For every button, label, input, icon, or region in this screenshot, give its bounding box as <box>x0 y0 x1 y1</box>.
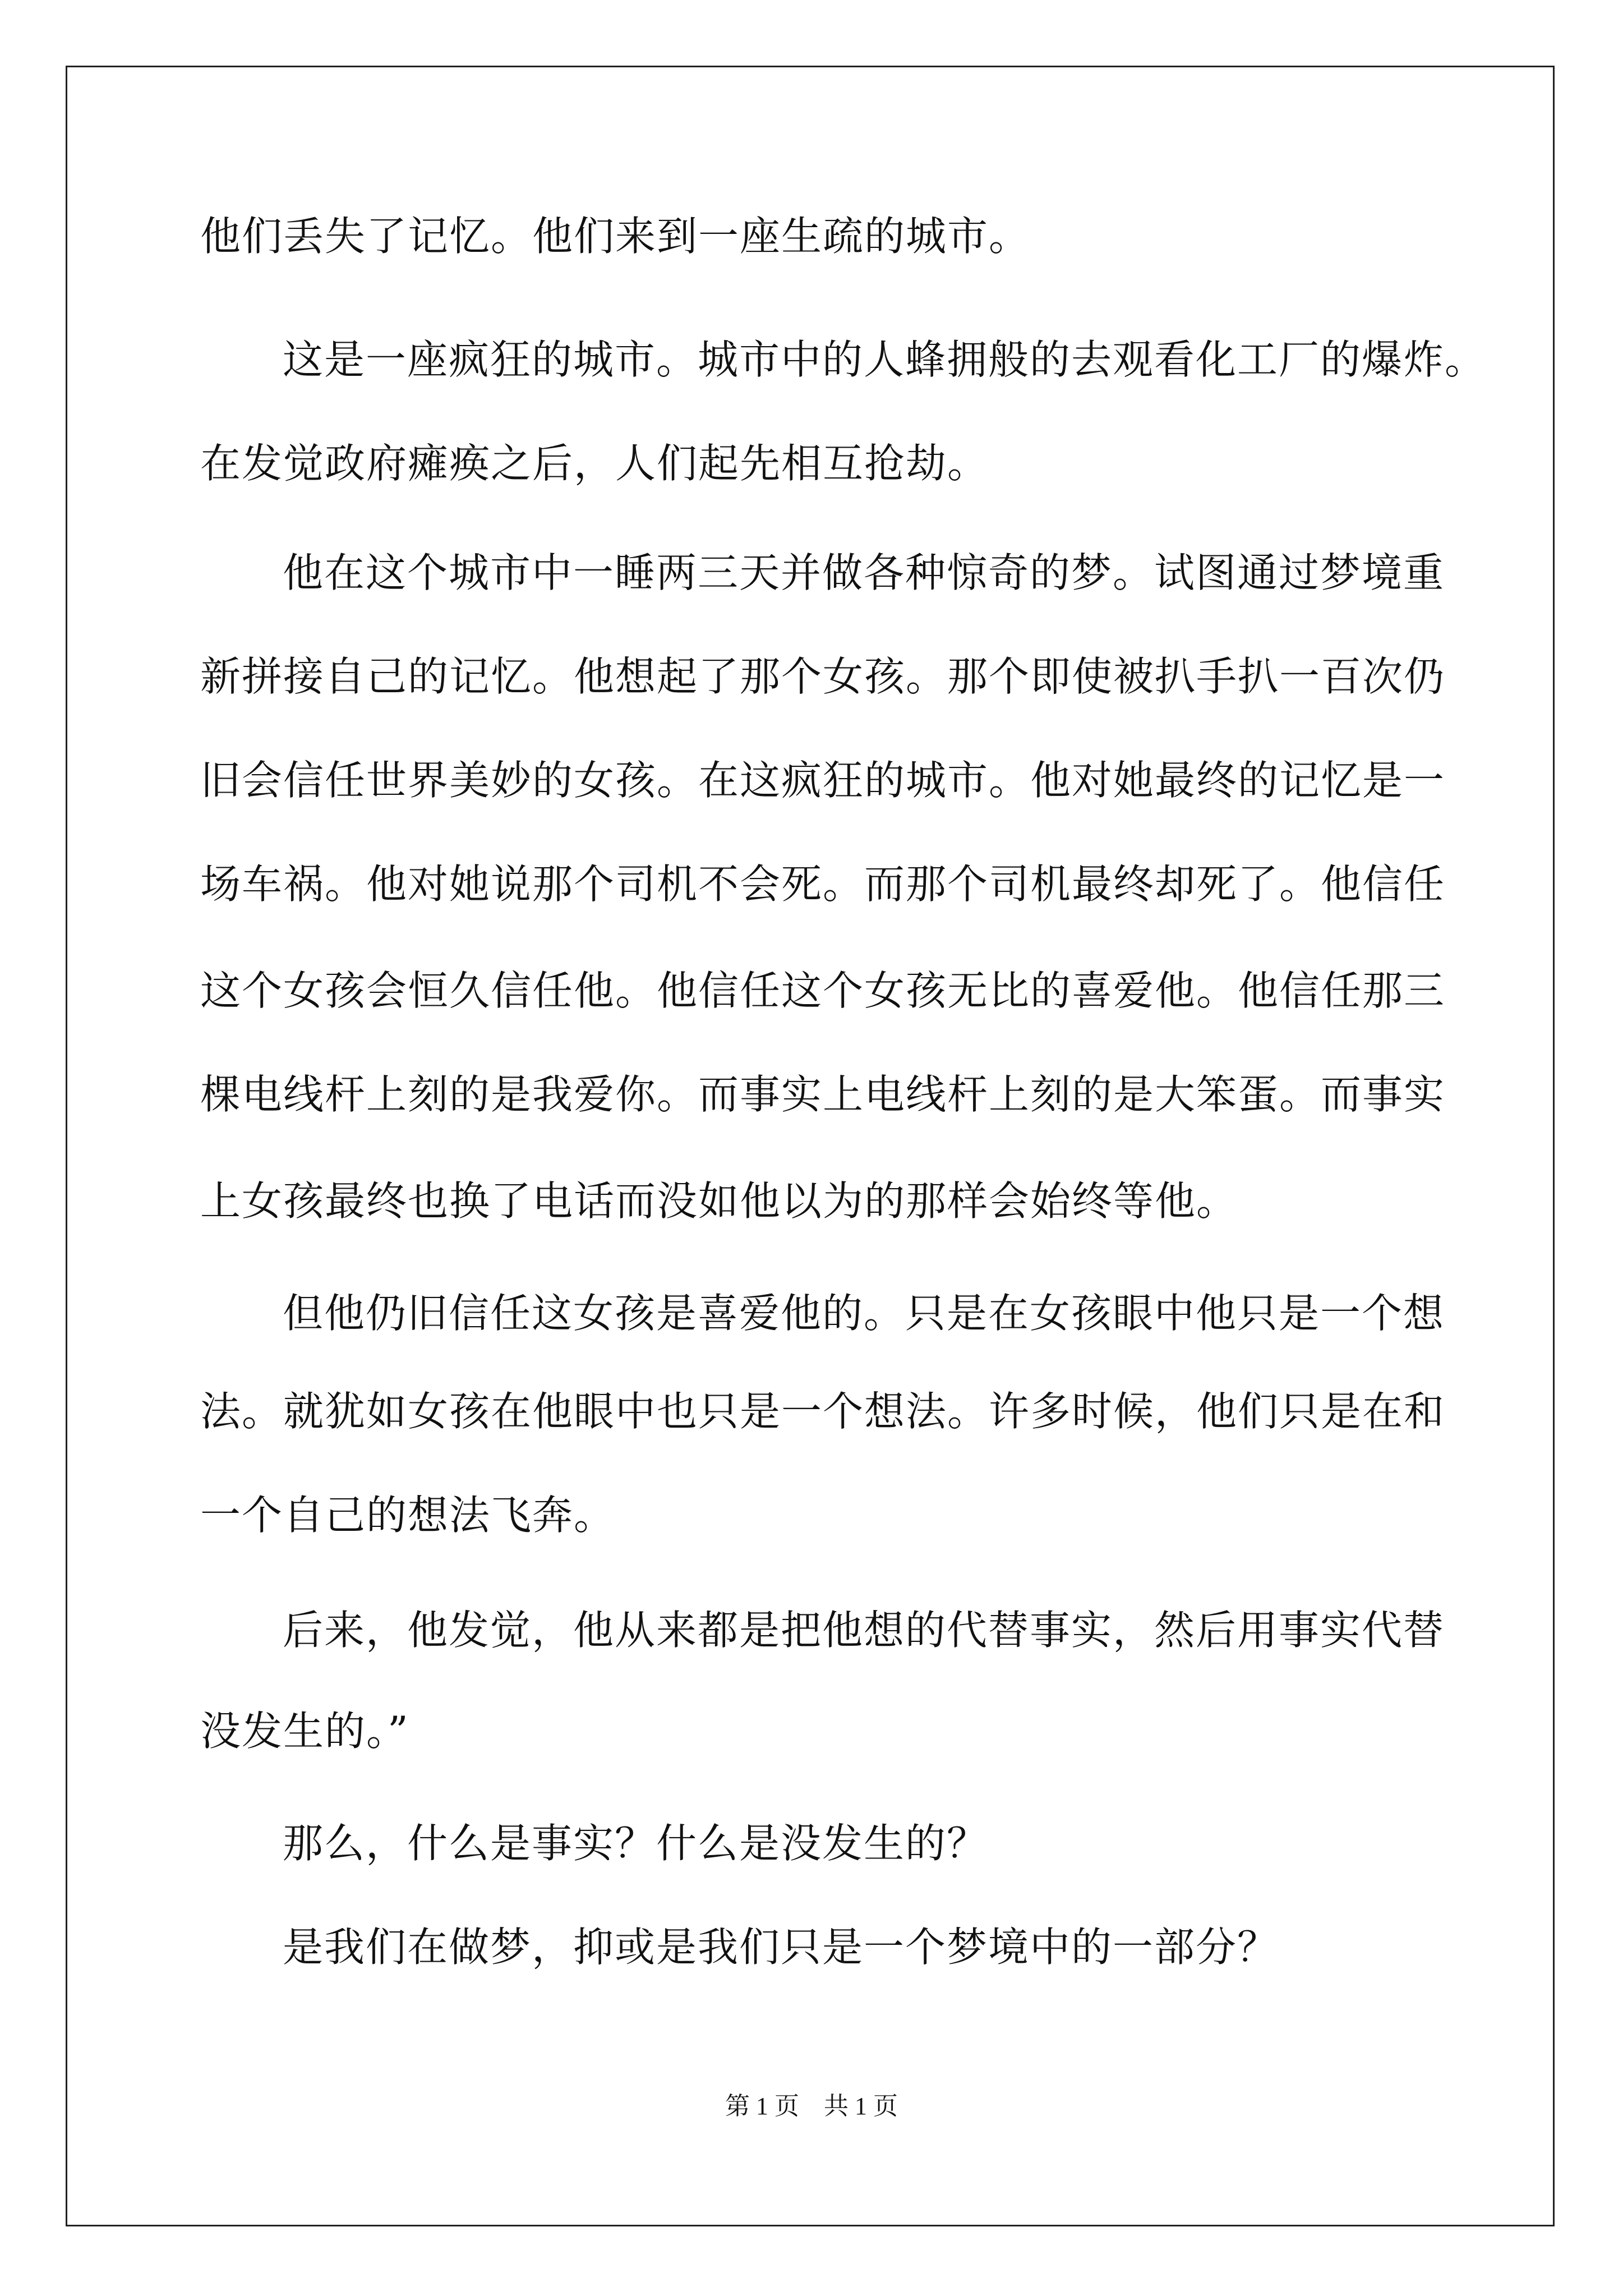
text-line: 新拼接自己的记忆。他想起了那个女孩。那个即使被扒手扒一百次仍 <box>200 653 1446 700</box>
text-line: 后来，他发觉，他从来都是把他想的代替事实，然后用事实代替 <box>283 1607 1445 1654</box>
text-line: 法。就犹如女孩在他眼中也只是一个想法。许多时候，他们只是在和 <box>200 1388 1446 1435</box>
text-line: 旧会信任世界美妙的女孩。在这疯狂的城市。他对她最终的记忆是一 <box>200 757 1446 804</box>
text-line: 没发生的。” <box>200 1708 409 1755</box>
page-number-footer: 第 1 页 共 1 页 <box>725 2092 898 2120</box>
text-line: 这个女孩会恒久信任他。他信任这个女孩无比的喜爱他。他信任那三 <box>200 967 1446 1014</box>
text-line: 但他仍旧信任这女孩是喜爱他的。只是在女孩眼中他只是一个想 <box>283 1290 1445 1337</box>
text-line: 场车祸。他对她说那个司机不会死。而那个司机最终却死了。他信任 <box>200 861 1446 908</box>
text-line: 那么，什么是事实？什么是没发生的？ <box>283 1820 989 1867</box>
text-line: 是我们在做梦，抑或是我们只是一个梦境中的一部分？ <box>283 1924 1279 1971</box>
text-line: 这是一座疯狂的城市。城市中的人蜂拥般的去观看化工厂的爆炸。 <box>283 336 1487 383</box>
text-line: 在发觉政府瘫痪之后，人们起先相互抢劫。 <box>200 440 989 487</box>
text-line: 他们丢失了记忆。他们来到一座生疏的城市。 <box>200 213 1031 260</box>
text-line: 一个自己的想法飞奔。 <box>200 1492 616 1539</box>
page-border <box>66 66 1555 2226</box>
text-line: 棵电线杆上刻的是我爱你。而事实上电线杆上刻的是大笨蛋。而事实 <box>200 1071 1446 1118</box>
text-line: 上女孩最终也换了电话而没如他以为的那样会始终等他。 <box>200 1177 1238 1225</box>
text-line: 他在这个城市中一睡两三天并做各种惊奇的梦。试图通过梦境重 <box>283 549 1445 596</box>
